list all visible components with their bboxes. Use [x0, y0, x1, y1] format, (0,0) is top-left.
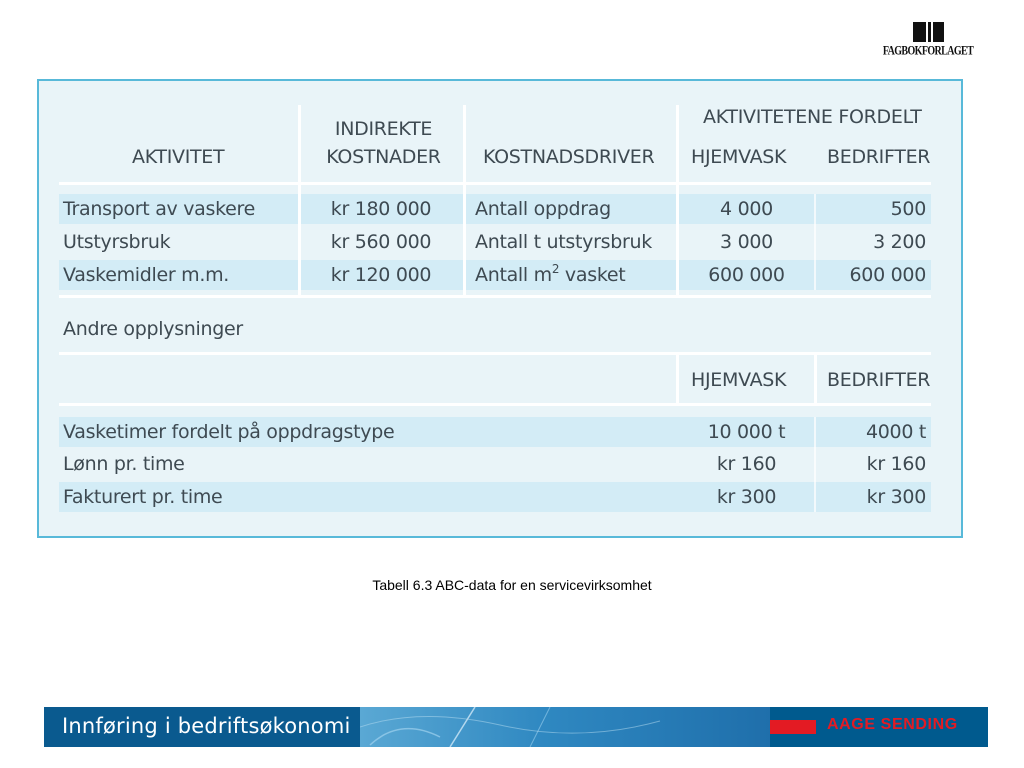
footer-decoration [360, 707, 770, 747]
row1-hjemvask: 4 000 [720, 198, 773, 220]
row2-bedrifter: 3 200 [873, 231, 926, 253]
header-aktivitetene-fordelt: AKTIVITETENE FORDELT [703, 106, 922, 128]
publisher-logo [880, 20, 976, 66]
other-row3-hjemvask: kr 300 [716, 486, 777, 508]
row3-hjemvask: 600 000 [708, 264, 785, 286]
book-logo-icon [911, 20, 945, 42]
swoosh-decoration-icon [360, 707, 770, 747]
other-header-hjemvask: HJEMVASK [691, 369, 787, 391]
header-hjemvask: HJEMVASK [691, 146, 787, 168]
other-row1-label: Vasketimer fordelt på oppdragstype [63, 421, 395, 443]
row3-driver-prefix: Antall m [475, 264, 552, 286]
footer-banner [44, 707, 988, 747]
row1-bedrifter: 500 [890, 198, 926, 220]
other-row1-bedrifter: 4000 t [865, 421, 926, 443]
other-row3-bedrifter: kr 300 [866, 486, 926, 508]
row3-bedrifter: 600 000 [849, 264, 926, 286]
other-info-title: Andre opplysninger [63, 318, 243, 340]
other-row3-label: Fakturert pr. time [63, 486, 223, 508]
header-aktivitet: AKTIVITET [132, 146, 225, 168]
row1-kostnad: kr 180 000 [330, 198, 432, 220]
footer-red-accent [770, 720, 816, 734]
header-kostnadsdriver: KOSTNADSDRIVER [483, 146, 655, 168]
other-row1-hjemvask: 10 000 t [707, 421, 786, 443]
row2-driver: Antall t utstyrsbruk [475, 231, 652, 253]
table-caption: Tabell 6.3 ABC-data for en servicevirksomhet [372, 577, 652, 593]
row3-aktivitet: Vaskemidler m.m. [63, 264, 230, 286]
row3-driver-suffix: vasket [559, 264, 626, 286]
logo-text: FAGBOKFORLAGET [882, 44, 974, 59]
row2-hjemvask: 3 000 [720, 231, 773, 253]
header-bedrifter: BEDRIFTER [827, 146, 931, 168]
abc-table-panel [37, 79, 963, 538]
footer-author: AAGE SENDING [827, 716, 958, 733]
header-indirekte-line2: KOSTNADER [326, 146, 441, 168]
other-row2-hjemvask: kr 160 [716, 453, 777, 475]
row3-driver-sup: 2 [551, 262, 560, 276]
row3-kostnad: kr 120 000 [330, 264, 432, 286]
footer-book-title: Innføring i bedriftsøkonomi [62, 714, 351, 738]
footer-title-area [44, 707, 360, 747]
row1-driver: Antall oppdrag [475, 198, 611, 220]
other-row2-label: Lønn pr. time [63, 453, 185, 475]
row2-kostnad: kr 560 000 [330, 231, 432, 253]
row1-aktivitet: Transport av vaskere [63, 198, 256, 220]
row2-aktivitet: Utstyrsbruk [63, 231, 171, 253]
header-indirekte-line1: INDIREKTE [334, 118, 433, 140]
other-header-bedrifter: BEDRIFTER [827, 369, 931, 391]
row3-driver [475, 260, 625, 290]
other-row2-bedrifter: kr 160 [866, 453, 926, 475]
